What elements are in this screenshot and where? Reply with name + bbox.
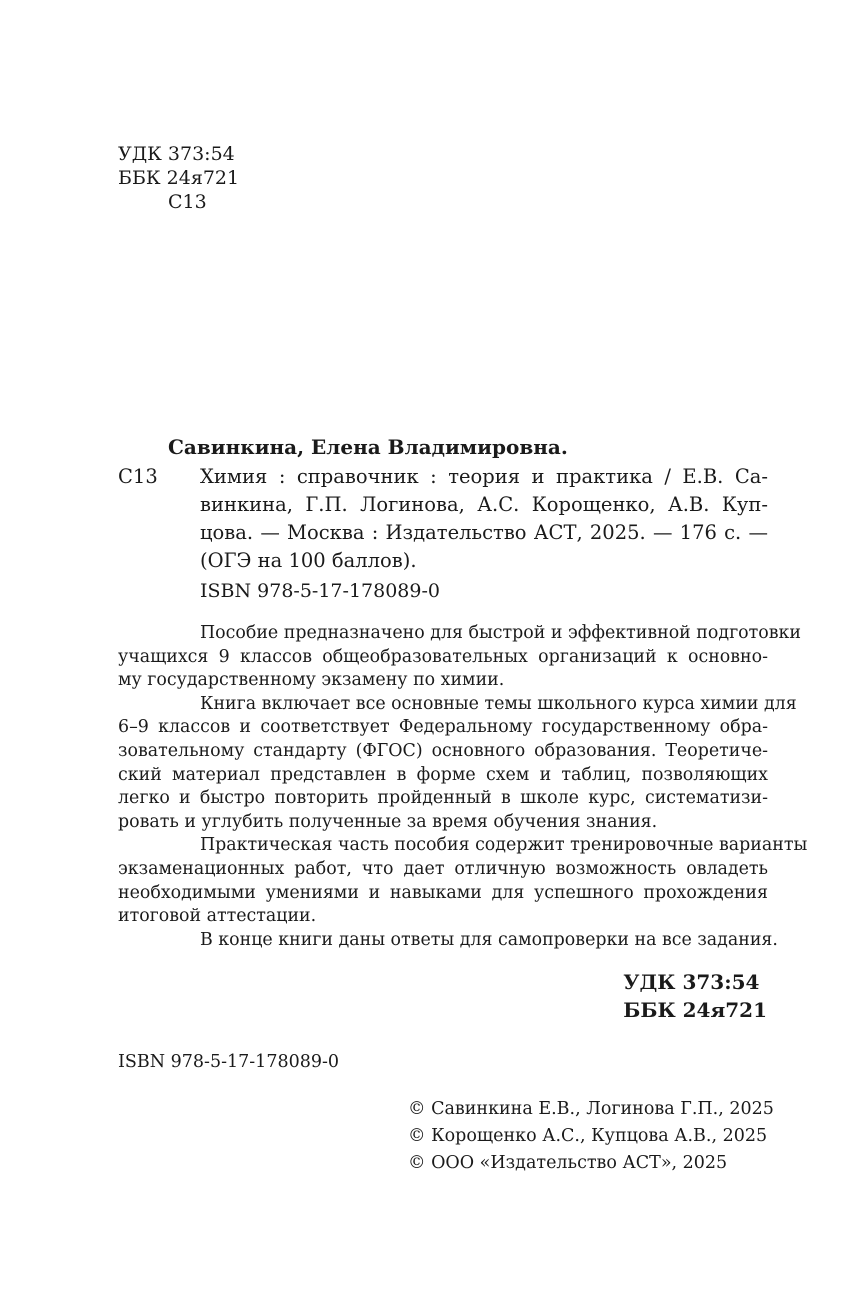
entry-first-line <box>200 463 768 491</box>
annotation-line: легко и быстро повторить пройденный в школе курс, систематизи- <box>118 788 768 809</box>
annotation-line: итоговой аттестации. <box>118 906 317 927</box>
annotation-line: учащихся 9 классов общеобразовательных организаций к основно- <box>118 646 768 667</box>
entry-line: (ОГЭ на 100 баллов). <box>200 549 417 572</box>
copyright-block <box>408 1096 774 1177</box>
entry-line: Химия : справочник : теория и практика / Е.В. Са- <box>200 465 768 488</box>
bbk-code: ББК 24я721 <box>623 998 767 1022</box>
annotation-line: Пособие предназначено для быстрой и эффективной подготовки <box>200 623 801 643</box>
udk-code: УДК 373:54 <box>118 143 235 165</box>
bbk-code: ББК 24я721 <box>118 167 240 189</box>
copyright-line: © Савинкина Е.В., Логинова Г.П., 2025 <box>408 1099 774 1119</box>
annotation-line: В конце книги даны ответы для самопроверки на все задания. <box>200 929 778 950</box>
entry-line: винкина, Г.П. Логинова, А.С. Корощенко, А.В. Куп- <box>200 493 768 516</box>
annotation-line: ский материал представлен в форме схем и таблиц, позволяющих <box>118 764 768 785</box>
entry-line: цова. — Москва : Издательство АСТ, 2025. — 176 с. — <box>200 521 768 544</box>
isbn-main: ISBN 978-5-17-178089-0 <box>200 580 440 602</box>
classification-codes-top <box>118 142 239 214</box>
annotation <box>118 622 808 952</box>
annotation-line: зовательному стандарту (ФГОС) основного образования. Теоретиче- <box>118 740 768 761</box>
author-heading: Савинкина, Елена Владимировна. <box>168 435 568 459</box>
isbn-bottom: ISBN 978-5-17-178089-0 <box>118 1052 340 1072</box>
annotation-line: ровать и углубить полученные за время обучения знания. <box>118 811 658 832</box>
annotation-line: му государственному экзамену по химии. <box>118 670 505 691</box>
copyright-line: © Корощенко А.С., Купцова А.В., 2025 <box>408 1126 768 1146</box>
bibliographic-entry <box>118 463 768 575</box>
copyright-line: © ООО «Издательство АСТ», 2025 <box>408 1153 728 1173</box>
annotation-line: необходимыми умениями и навыками для успешного прохождения <box>118 882 768 903</box>
entry-continuation <box>200 491 768 575</box>
annotation-line: Книга включает все основные темы школьного курса химии для <box>200 693 797 714</box>
annotation-line: экзаменационных работ, что дает отличную возможность овладеть <box>118 858 768 879</box>
classification-codes-bottom <box>623 968 767 1024</box>
annotation-line: 6–9 классов и соответствует Федеральному государственному обра- <box>118 717 768 738</box>
annotation-line: Практическая часть пособия содержит тренировочные варианты <box>200 835 808 856</box>
udk-code: УДК 373:54 <box>623 970 760 994</box>
author-sign: С13 <box>168 191 207 213</box>
entry-author-sign: С13 <box>118 465 158 488</box>
catalog-card <box>118 433 768 575</box>
